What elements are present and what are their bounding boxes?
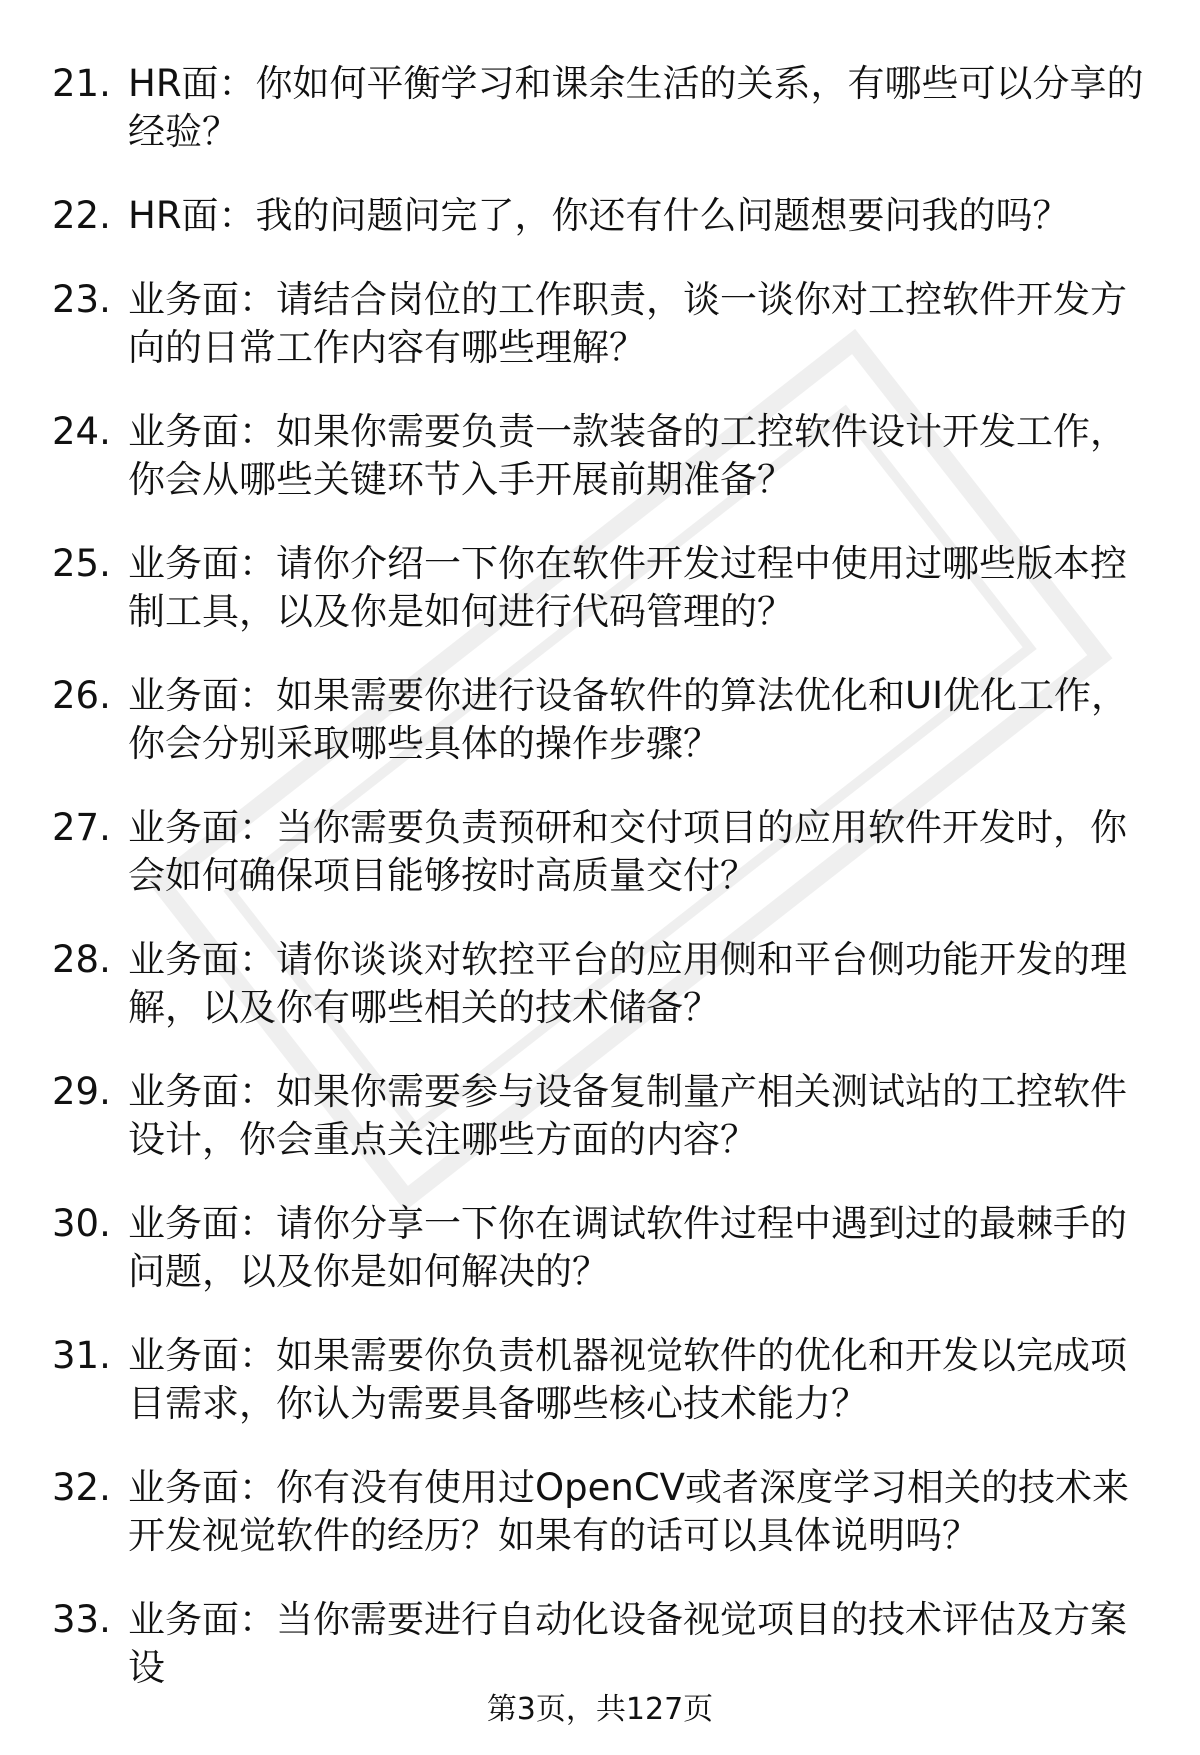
question-number: 32. xyxy=(52,1466,111,1509)
question-text: 业务面：如果需要你进行设备软件的算法优化和UI优化工作，你会分别采取哪些具体的操作步骤？ xyxy=(128,674,1128,765)
question-text: 业务面：如果需要你负责机器视觉软件的优化和开发以完成项目需求，你认为需要具备哪些核心技术能力？ xyxy=(128,1334,1127,1425)
list-item xyxy=(52,936,1152,1032)
list-item xyxy=(52,540,1152,636)
question-text: 业务面：如果你需要参与设备复制量产相关测试站的工控软件设计，你会重点关注哪些方面的内容？ xyxy=(128,1070,1127,1161)
question-number: 23. xyxy=(52,278,111,321)
question-text: 业务面：当你需要负责预研和交付项目的应用软件开发时，你会如何确保项目能够按时高质量交付？ xyxy=(128,806,1127,897)
question-text: 业务面：如果你需要负责一款装备的工控软件设计开发工作，你会从哪些关键环节入手开展前期准备？ xyxy=(128,410,1127,501)
list-item xyxy=(52,276,1152,372)
question-number: 29. xyxy=(52,1070,111,1113)
question-number: 28. xyxy=(52,938,111,981)
question-number: 25. xyxy=(52,542,111,585)
list-item xyxy=(52,192,1152,240)
question-text: HR面：我的问题问完了，你还有什么问题想要问我的吗？ xyxy=(128,194,1070,237)
question-number: 30. xyxy=(52,1202,111,1245)
question-number: 22. xyxy=(52,194,111,237)
page-number-label: 第3页，共127页 xyxy=(486,1692,714,1727)
list-item xyxy=(52,1200,1152,1296)
list-item xyxy=(52,60,1152,156)
question-text: 业务面：请你分享一下你在调试软件过程中遇到过的最棘手的问题，以及你是如何解决的？ xyxy=(128,1202,1127,1293)
list-item xyxy=(52,1068,1152,1164)
question-text: 业务面：请你谈谈对软控平台的应用侧和平台侧功能开发的理解，以及你有哪些相关的技术储备？ xyxy=(128,938,1127,1029)
question-number: 33. xyxy=(52,1598,111,1641)
question-number: 26. xyxy=(52,674,111,717)
page-footer xyxy=(0,1690,1200,1730)
list-item xyxy=(52,1332,1152,1428)
question-list xyxy=(52,60,1152,1728)
list-item xyxy=(52,408,1152,504)
question-number: 31. xyxy=(52,1334,111,1377)
list-item xyxy=(52,672,1152,768)
list-item xyxy=(52,1596,1152,1692)
question-text: HR面：你如何平衡学习和课余生活的关系，有哪些可以分享的经验？ xyxy=(128,62,1144,153)
question-text: 业务面：当你需要进行自动化设备视觉项目的技术评估及方案设 xyxy=(128,1598,1127,1689)
question-number: 27. xyxy=(52,806,111,849)
list-item xyxy=(52,1464,1152,1560)
list-item xyxy=(52,804,1152,900)
question-text: 业务面：你有没有使用过OpenCV或者深度学习相关的技术来开发视觉软件的经历？如果有的话可以具体说明吗？ xyxy=(128,1466,1129,1557)
question-number: 21. xyxy=(52,62,111,105)
question-text: 业务面：请结合岗位的工作职责，谈一谈你对工控软件开发方向的日常工作内容有哪些理解？ xyxy=(128,278,1127,369)
question-text: 业务面：请你介绍一下你在软件开发过程中使用过哪些版本控制工具，以及你是如何进行代码管理的？ xyxy=(128,542,1127,633)
question-number: 24. xyxy=(52,410,111,453)
